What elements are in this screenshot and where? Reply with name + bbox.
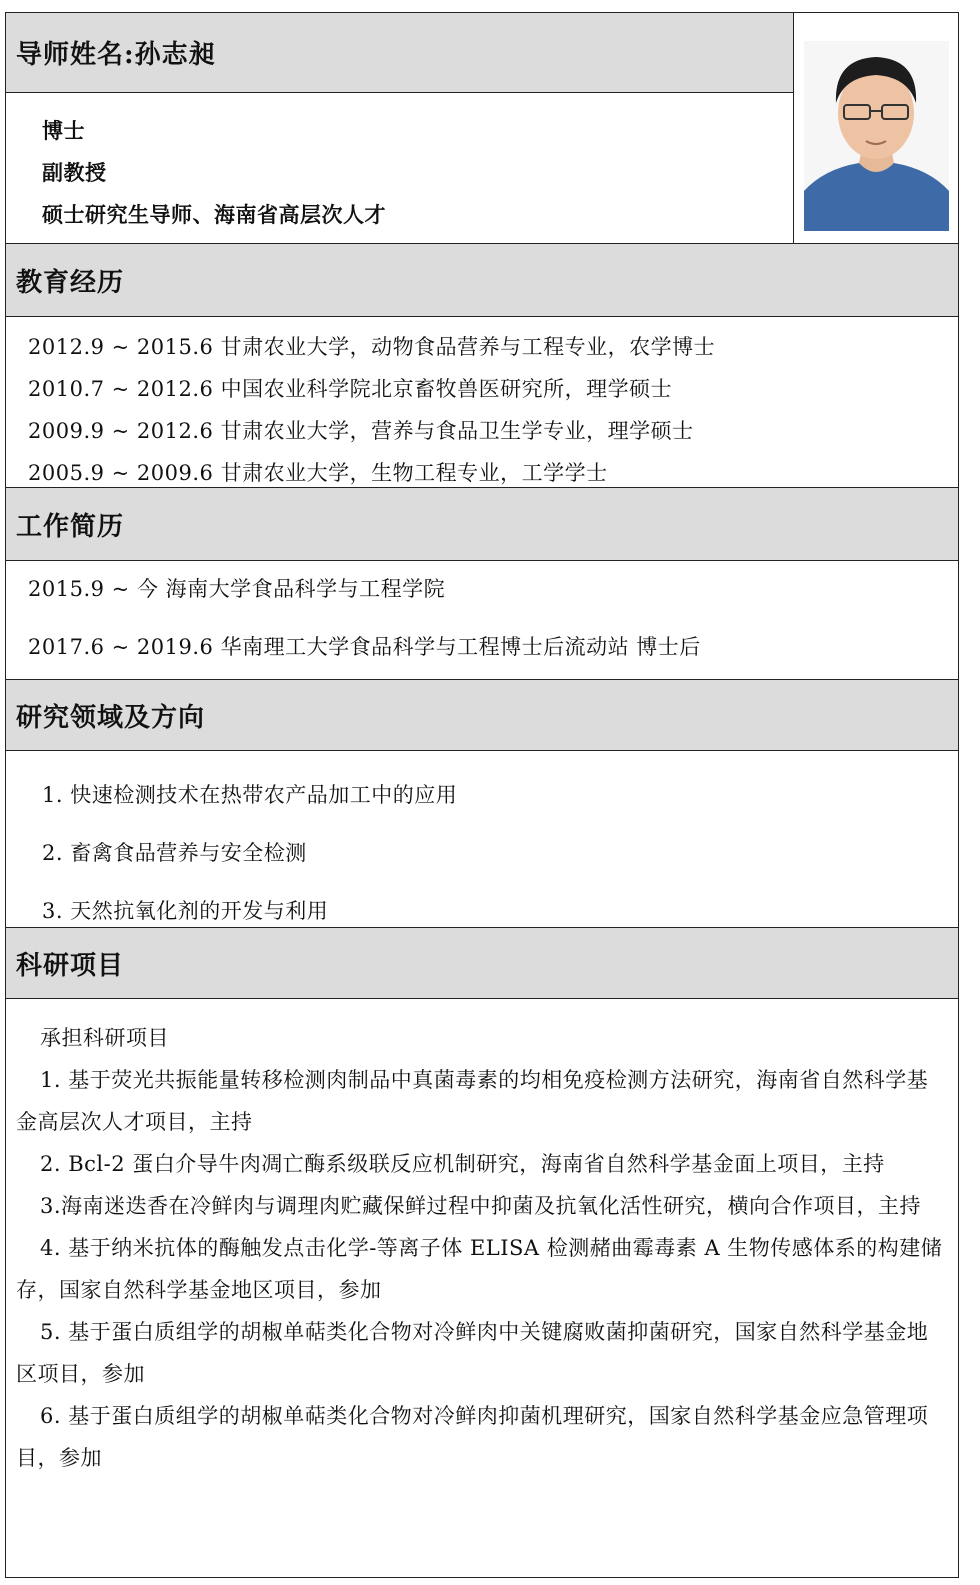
advisor-name: 导师姓名:孙志昶 xyxy=(16,40,216,70)
research-heading: 研究领域及方向 xyxy=(16,702,206,733)
project-item: 3.海南迷迭香在冷鲜肉与调理肉贮藏保鲜过程中抑菌及抗氧化活性研究，横向合作项目，主持 xyxy=(40,1194,922,1218)
education-item: 2012.9 ~ 2015.6 甘肃农业大学，动物食品营养与工程专业，农学博士 xyxy=(28,335,716,359)
education-section xyxy=(6,317,958,487)
project-item: 1. 基于荧光共振能量转移检测肉制品中真菌毒素的均相免疫检测方法研究，海南省自然科学基金高层次人才项目，主持 xyxy=(16,1068,929,1134)
projects-subheading: 承担科研项目 xyxy=(40,1026,169,1050)
work-heading: 工作简历 xyxy=(16,511,125,542)
portrait-icon xyxy=(804,41,949,231)
work-header xyxy=(6,487,958,561)
project-item: 4. 基于纳米抗体的酶触发点击化学-等离子体 ELISA 检测赭曲霉毒素 A 生物传感体系的构建储存，国家自然科学基金地区项目，参加 xyxy=(16,1236,943,1302)
projects-heading: 科研项目 xyxy=(16,950,125,981)
research-section xyxy=(6,751,958,927)
portrait-photo xyxy=(804,41,949,231)
research-item: 3. 天然抗氧化剂的开发与利用 xyxy=(42,899,329,923)
education-item: 2005.9 ~ 2009.6 甘肃农业大学，生物工程专业，工学学士 xyxy=(28,461,608,485)
work-item: 2015.9 ~ 今 海南大学食品科学与工程学院 xyxy=(28,577,446,601)
work-item: 2017.6 ~ 2019.6 华南理工大学食品科学与工程博士后流动站 博士后 xyxy=(28,635,701,659)
title-text: 副教授 xyxy=(42,160,107,185)
project-item: 6. 基于蛋白质组学的胡椒单萜类化合物对冷鲜肉抑菌机理研究，国家自然科学基金应急管理项目，参加 xyxy=(16,1404,929,1470)
project-item: 5. 基于蛋白质组学的胡椒单萜类化合物对冷鲜肉中关键腐败菌抑菌研究，国家自然科学基金地区项目，参加 xyxy=(16,1320,929,1386)
profile-section xyxy=(6,93,793,243)
profile-table xyxy=(5,12,959,1578)
work-section xyxy=(6,561,958,679)
name-header xyxy=(6,13,793,93)
projects-header xyxy=(6,927,958,999)
photo-cell xyxy=(793,13,958,243)
research-header xyxy=(6,679,958,751)
education-heading: 教育经历 xyxy=(16,267,125,298)
education-item: 2009.9 ~ 2012.6 甘肃农业大学，营养与食品卫生学专业，理学硕士 xyxy=(28,419,694,443)
research-item: 1. 快速检测技术在热带农产品加工中的应用 xyxy=(42,783,458,807)
projects-section xyxy=(6,999,958,1577)
projects-list xyxy=(16,1017,948,1479)
roles-text: 硕士研究生导师、海南省高层次人才 xyxy=(42,202,386,227)
project-item: 2. Bcl-2 蛋白介导牛肉凋亡酶系级联反应机制研究，海南省自然科学基金面上项目，主持 xyxy=(40,1152,885,1176)
education-header xyxy=(6,243,958,317)
research-item: 2. 畜禽食品营养与安全检测 xyxy=(42,841,307,865)
degree-text: 博士 xyxy=(42,118,85,143)
education-item: 2010.7 ~ 2012.6 中国农业科学院北京畜牧兽医研究所，理学硕士 xyxy=(28,377,673,401)
